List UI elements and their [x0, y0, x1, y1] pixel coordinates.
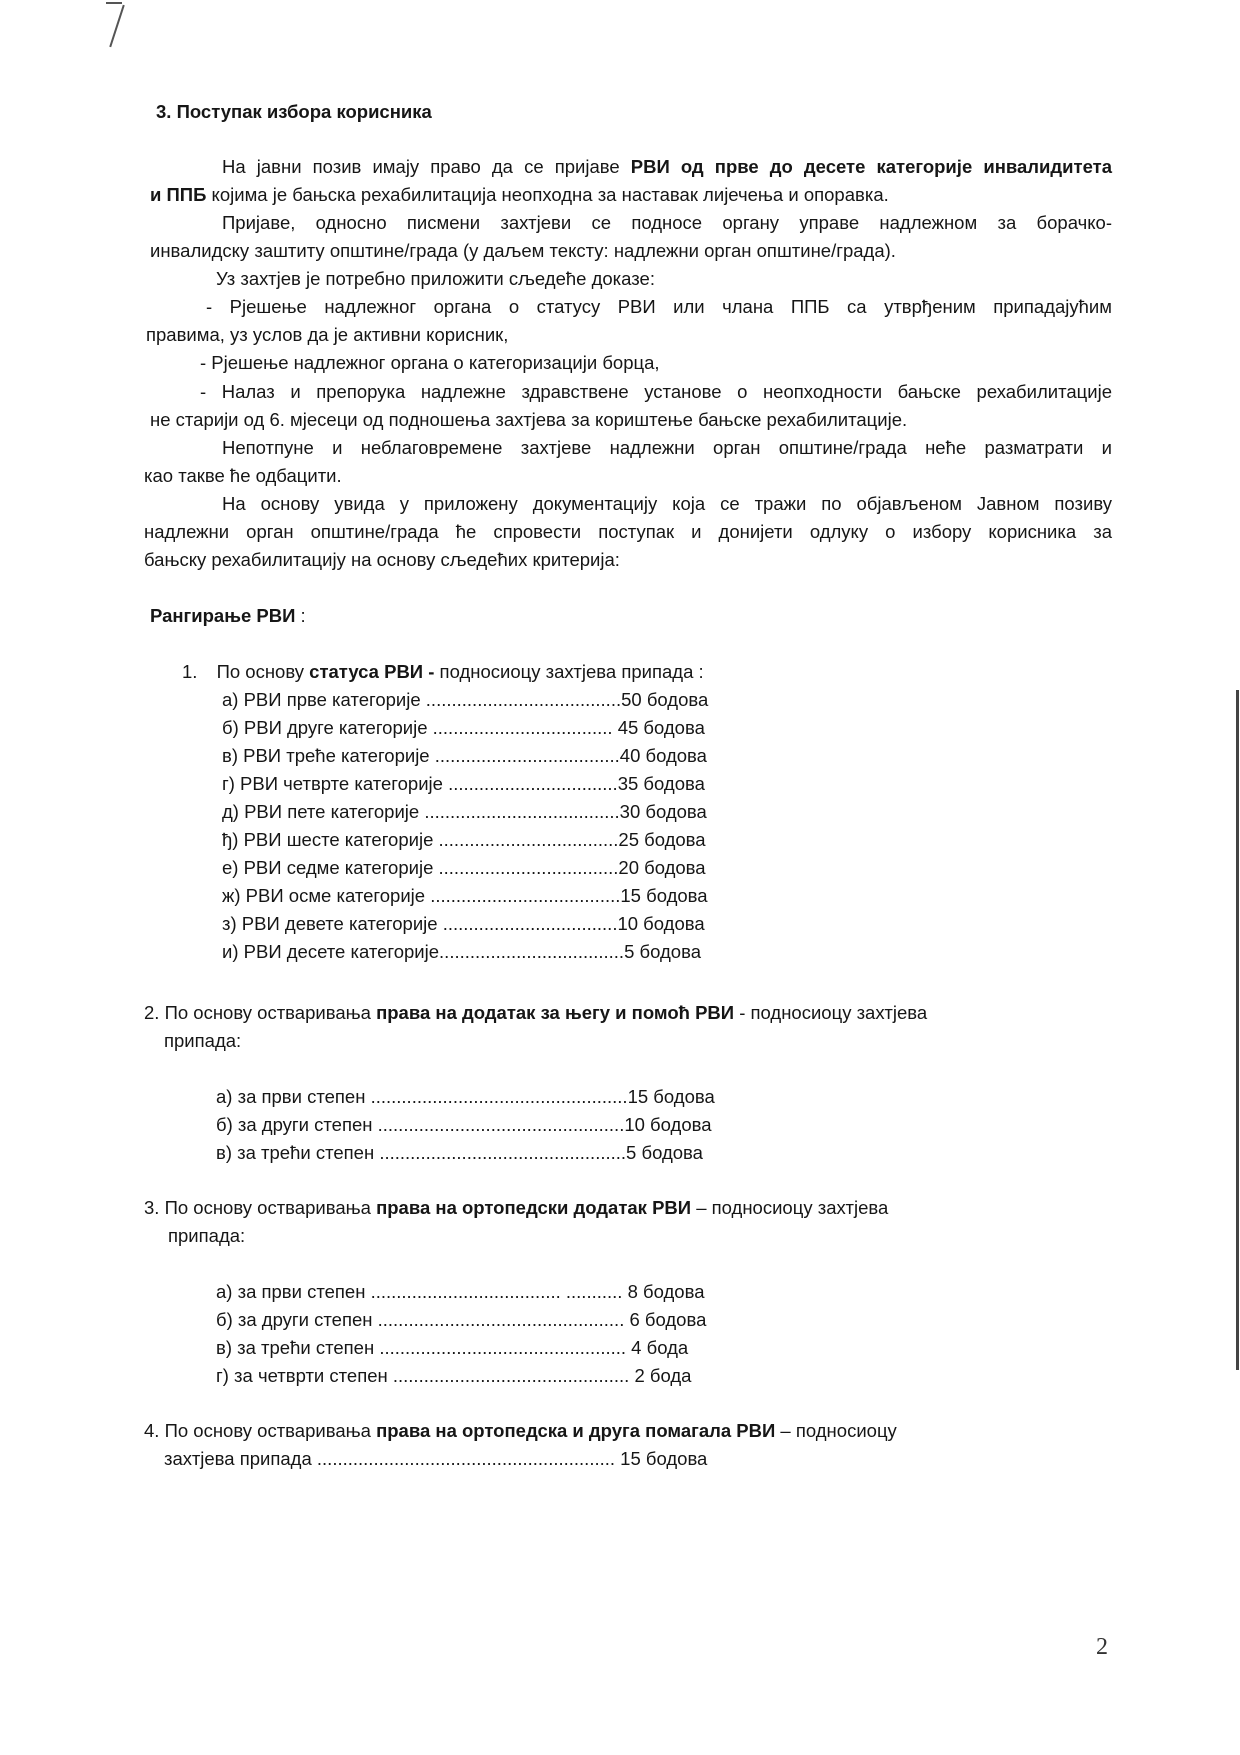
criteria-item-points: 40 бодова	[619, 745, 707, 766]
criteria-1-heading	[182, 658, 704, 686]
paragraph-line: инвалидску заштиту општине/града (у даљем тексту: надлежни орган општине/града).	[150, 240, 896, 261]
paragraph-line: Непотпуне и неблаговремене захтјеве надлежни орган општине/града неће разматрати и	[222, 437, 1112, 458]
criteria-number: 1.	[182, 661, 198, 682]
criteria-item-label: б) за други степен ................................................	[216, 1114, 625, 1135]
criteria-text: подносиоцу захтјева припада :	[439, 661, 704, 682]
criteria-item-label: в) РВИ треће категорије ....................................	[222, 745, 620, 766]
scan-mark	[1236, 690, 1239, 1370]
criteria-item-label: ђ) РВИ шесте категорије ...................................	[222, 829, 619, 850]
criteria-item	[222, 686, 708, 714]
paragraph-text: На јавни позив имају право да се пријаве	[222, 156, 631, 177]
criteria-bold-text: права на ортопедска и друга помагала РВИ	[376, 1420, 776, 1441]
scan-mark	[106, 2, 122, 4]
criteria-item-label: а) за први степен ..................................................	[216, 1086, 628, 1107]
criteria-bold-text: права на додатак за његу и помоћ РВИ	[376, 1002, 735, 1023]
criteria-text: 4. По основу остваривања	[144, 1420, 377, 1441]
criteria-item	[222, 854, 706, 882]
criteria-item-points: 5 бодова	[626, 1142, 703, 1163]
scan-mark	[109, 5, 124, 47]
criteria-bold-text: статуса РВИ -	[309, 661, 440, 682]
criteria-text: - подносиоцу захтјева	[734, 1002, 928, 1023]
criteria-2-heading	[144, 999, 927, 1027]
criteria-item	[222, 882, 708, 910]
criteria-item-points: 15 бодова	[627, 1086, 715, 1107]
ranking-title-rest: :	[295, 605, 306, 626]
criteria-item	[222, 798, 707, 826]
criteria-item	[216, 1083, 715, 1111]
criteria-item	[222, 910, 705, 938]
criteria-text: – подносиоцу	[775, 1420, 897, 1441]
ranking-title-bold: Рангирање РВИ	[150, 605, 296, 626]
criteria-item-points: 8 бодова	[622, 1281, 705, 1302]
criteria-item-points: 10 бодова	[624, 1114, 712, 1135]
criteria-item-label: б) РВИ друге категорије ...................................	[222, 717, 618, 738]
criteria-3-heading	[144, 1194, 888, 1222]
criteria-item	[216, 1139, 703, 1167]
criteria-2-heading-line2: припада:	[164, 1030, 242, 1051]
criteria-item-label: з) РВИ девете категорије ..................................	[222, 913, 618, 934]
paragraph-bold-text: и ППБ	[150, 184, 207, 205]
criteria-item	[222, 770, 705, 798]
criteria-item-label: в) за трећи степен ................................................	[216, 1142, 627, 1163]
criteria-item	[216, 1334, 688, 1362]
page-number: 2	[1096, 1634, 1108, 1660]
criteria-item-label: ж) РВИ осме категорије .....................................	[222, 885, 621, 906]
criteria-item-points: 30 бодова	[619, 801, 707, 822]
paragraph-text: којима је бањска рехабилитација неопходна за наставак лијечења и опоравка.	[206, 184, 889, 205]
criteria-item-points: 50 бодова	[621, 689, 709, 710]
criteria-item-label: а) за први степен ..................................... ...........	[216, 1281, 623, 1302]
criteria-item	[222, 742, 707, 770]
criteria-item-points: 4 бода	[626, 1337, 689, 1358]
criteria-item-label: б) за други степен ................................................	[216, 1309, 625, 1330]
criteria-item-points: 15 бодова	[620, 885, 708, 906]
criteria-text: По основу	[216, 661, 310, 682]
criteria-item-label: г) РВИ четврте категорије .................................	[222, 773, 618, 794]
paragraph-bold-text: РВИ од прве до десете категорије инвалидитета	[630, 156, 1112, 177]
criteria-item	[216, 1306, 706, 1334]
criteria-text: 2. По основу остваривања	[144, 1002, 377, 1023]
section-title: 3. Поступак избора корисника	[156, 101, 432, 122]
paragraph-line	[150, 181, 889, 209]
criteria-item-points: 25 бодова	[618, 829, 706, 850]
paragraph-line: као такве ће одбацити.	[144, 465, 342, 486]
criteria-item	[216, 1278, 704, 1306]
evidence-item: - Рјешење надлежног органа о категоризацији борца,	[200, 352, 660, 373]
criteria-item-points: 35 бодова	[617, 773, 705, 794]
evidence-item: - Налаз и препорука надлежне здравствене установе о неопходности бањске рехабилитације	[200, 381, 1112, 402]
criteria-item-points: 2 бода	[629, 1365, 692, 1386]
criteria-item-label: и) РВИ десете категорије....................................	[222, 941, 625, 962]
criteria-item-points: 45 бодова	[617, 717, 705, 738]
criteria-item-points: 10 бодова	[617, 913, 705, 934]
evidence-item: правима, уз услов да је активни корисник,	[146, 324, 509, 345]
criteria-item	[216, 1362, 691, 1390]
criteria-4-points-line: захтјева припада .......................................................... 15 бодова	[164, 1448, 708, 1469]
criteria-3-heading-line2: припада:	[168, 1225, 246, 1246]
criteria-item-points: 20 бодова	[618, 857, 706, 878]
criteria-item	[222, 826, 706, 854]
paragraph-line: надлежни орган општине/града ће спровести поступак и донијети одлуку о избору корисника за	[144, 521, 1112, 542]
paragraph-line	[222, 153, 1112, 181]
criteria-item-label: д) РВИ пете категорије ......................................	[222, 801, 620, 822]
criteria-item	[222, 938, 701, 966]
criteria-item	[222, 714, 705, 742]
criteria-item-label: е) РВИ седме категорије ...................................	[222, 857, 619, 878]
criteria-bold-text: права на ортопедски додатак РВИ	[376, 1197, 692, 1218]
criteria-text: – подносиоцу захтјева	[691, 1197, 889, 1218]
criteria-item-label: в) за трећи степен ................................................	[216, 1337, 627, 1358]
criteria-item-points: 6 бодова	[624, 1309, 707, 1330]
paragraph-line: Пријаве, односно писмени захтјеви се подносе органу управе надлежном за борачко-	[222, 212, 1112, 233]
criteria-4-heading	[144, 1417, 897, 1445]
criteria-item-label: г) за четврти степен ..............................................	[216, 1365, 630, 1386]
evidence-item: - Рјешење надлежног органа о статусу РВИ или члана ППБ са утврђеним припадајућим	[206, 296, 1112, 317]
criteria-item-label: а) РВИ прве категорије ......................................	[222, 689, 622, 710]
paragraph-line: На основу увида у приложену документацију која се тражи по објављеном Јавном позиву	[222, 493, 1112, 514]
paragraph-line: бањску рехабилитацију на основу сљедећих критерија:	[144, 549, 620, 570]
criteria-item-points: 5 бодова	[624, 941, 701, 962]
evidence-item: не старији од 6. мјесеци од подношења захтјева за кориштење бањске рехабилитације.	[150, 409, 908, 430]
paragraph-line: Уз захтјев је потребно приложити сљедеће доказе:	[216, 268, 655, 289]
criteria-item	[216, 1111, 712, 1139]
criteria-text: 3. По основу остваривања	[144, 1197, 377, 1218]
ranking-title	[150, 602, 306, 630]
